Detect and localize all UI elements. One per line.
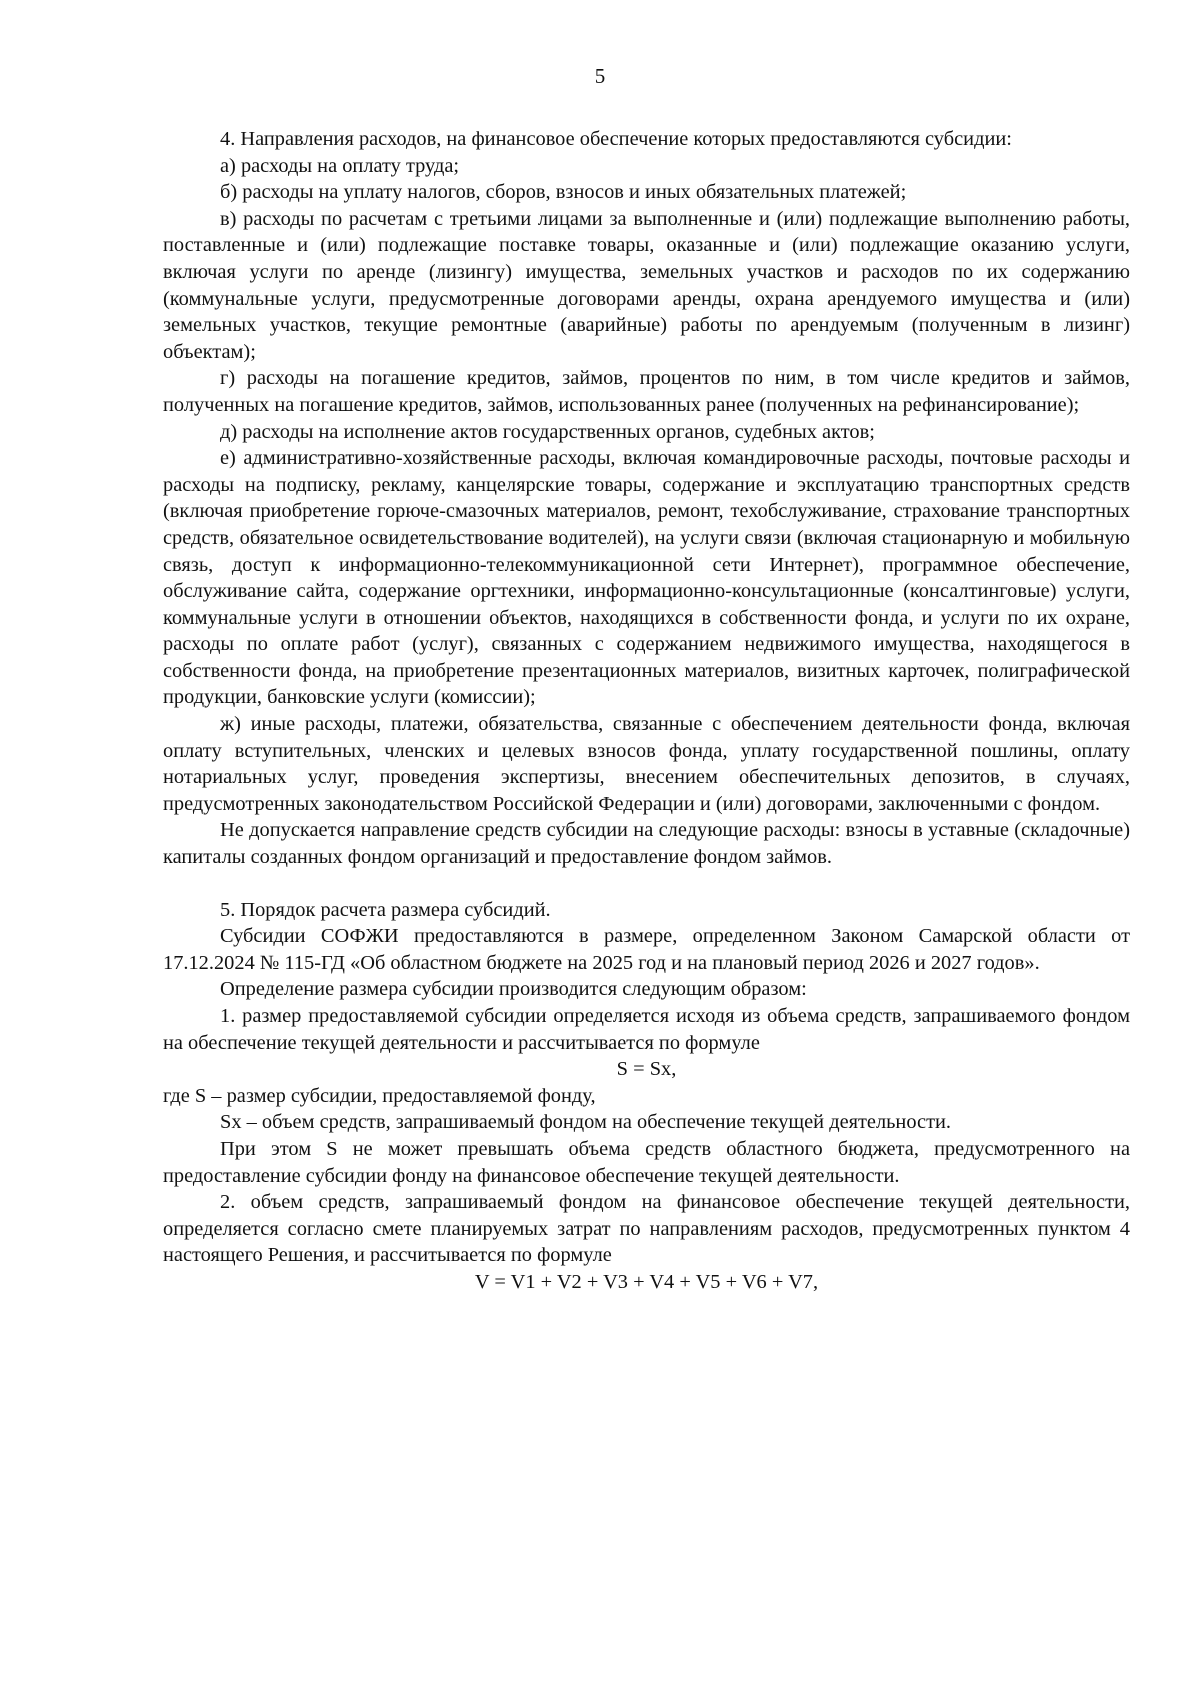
document-body — [163, 126, 1130, 1296]
section-4-item-v: в) расходы по расчетам с третьими лицами за выполненные и (или) подлежащие выполнению работы, поставленные и (или) подлежащие поставке товары, оказанные и (или) подлежащие оказанию услуги, включая услуги по аренде (лизингу) имущества, земельных участков и расходов по их содержанию (коммунальные услуги, предусмотренные договорами аренды, охрана арендуемого имущества и (или) земельных участков, текущие ремонтные (аварийные) работы по арендуемым (полученным в лизинг) объектам); — [163, 207, 1130, 363]
section-5-step-2: 2. объем средств, запрашиваемый фондом на финансовое обеспечение текущей деятельности, определяется согласно смете планируемых затрат по направлениям расходов, предусмотренных пунктом 4 настоящего Решения, и рассчитывается по формуле — [163, 1191, 1130, 1267]
section-4-item-g: г) расходы на погашение кредитов, займов, процентов по ним, в том числе кредитов и займов, полученных на погашение кредитов, займов, использованных ранее (полученных на рефинансирование); — [163, 367, 1130, 416]
section-5-limit: При этом S не может превышать объема средств областного бюджета, предусмотренного на предоставление субсидии фонду на финансовое обеспечение текущей деятельности. — [163, 1137, 1130, 1187]
section-4-restriction: Не допускается направление средств субсидии на следующие расходы: взносы в уставные (складочные) капиталы созданных фондом организаций и предоставление фондом займов. — [163, 819, 1130, 869]
definition-sx: Sx – объем средств, запрашиваемый фондом на обеспечение текущей деятельности. — [220, 1111, 952, 1134]
section-5-heading: 5. Порядок расчета размера субсидий. — [220, 898, 551, 921]
section-4-item-a: а) расходы на оплату труда; — [220, 154, 460, 177]
section-5-intro: Субсидии СОФЖИ предоставляются в размере, определенном Законом Самарской области от 17.12.2024 № 115-ГД «Об областном бюджете на 2025 год и на плановый период 2026 и 2027 годов». — [163, 925, 1130, 974]
page-number: 5 — [594, 64, 606, 88]
section-5-method: Определение размера субсидии производится следующим образом: — [220, 978, 807, 1001]
formula-v: V = V1 + V2 + V3 + V4 + V5 + V6 + V7, — [474, 1270, 819, 1293]
definition-s: где S – размер субсидии, предоставляемой фонду, — [163, 1084, 596, 1107]
section-5-step-1: 1. размер предоставляемой субсидии определяется исходя из объема средств, запрашиваемого фондом на обеспечение текущей деятельности и рассчитывается по формуле — [163, 1005, 1130, 1054]
section-4-heading: 4. Направления расходов, на финансовое обеспечение которых предоставляются субсидии: — [220, 128, 1012, 150]
section-4-item-e: е) административно-хозяйственные расходы, включая командировочные расходы, почтовые расходы и расходы на подписку, рекламу, канцелярские товары, содержание и эксплуатацию транспортных средств (включая приобретение горюче-смазочных материалов, ремонт, техобслуживание, страхование транспортных средств, обязательное освидетельствование водителей), на услуги связи (включая стационарную и мобильную связь, доступ к информационно-телекоммуникационной сети Интернет), программное обеспечение, обслуживание сайта, содержание оргтехники, информационно-консультационные (консалтинговые) услуги, коммунальные услуги в отношении объектов, находящихся в собственности фонда, и услуги по их охране, расходы по оплате работ (услуг), связанных с содержанием недвижимого имущества, находящегося в собственности фонда, на приобретение презентационных материалов, визитных карточек, полиграфической продукции, банковские услуги (комиссии); — [163, 447, 1130, 709]
section-4-item-d: д) расходы на исполнение актов государственных органов, судебных актов; — [220, 420, 875, 443]
section-4-item-b: б) расходы на уплату налогов, сборов, взносов и иных обязательных платежей; — [220, 181, 907, 204]
section-4-item-zh: ж) иные расходы, платежи, обязательства, связанные с обеспечением деятельности фонда, включая оплату вступительных, членских и целевых взносов фонда, уплату государственной пошлины, оплату нотариальных услуг, проведения экспертизы, внесением обеспечительных депозитов, в случаях, предусмотренных законодательством Российской Федерации и (или) договорами, заключенными с фондом. — [163, 713, 1130, 815]
formula-s: S = Sx, — [616, 1058, 677, 1081]
